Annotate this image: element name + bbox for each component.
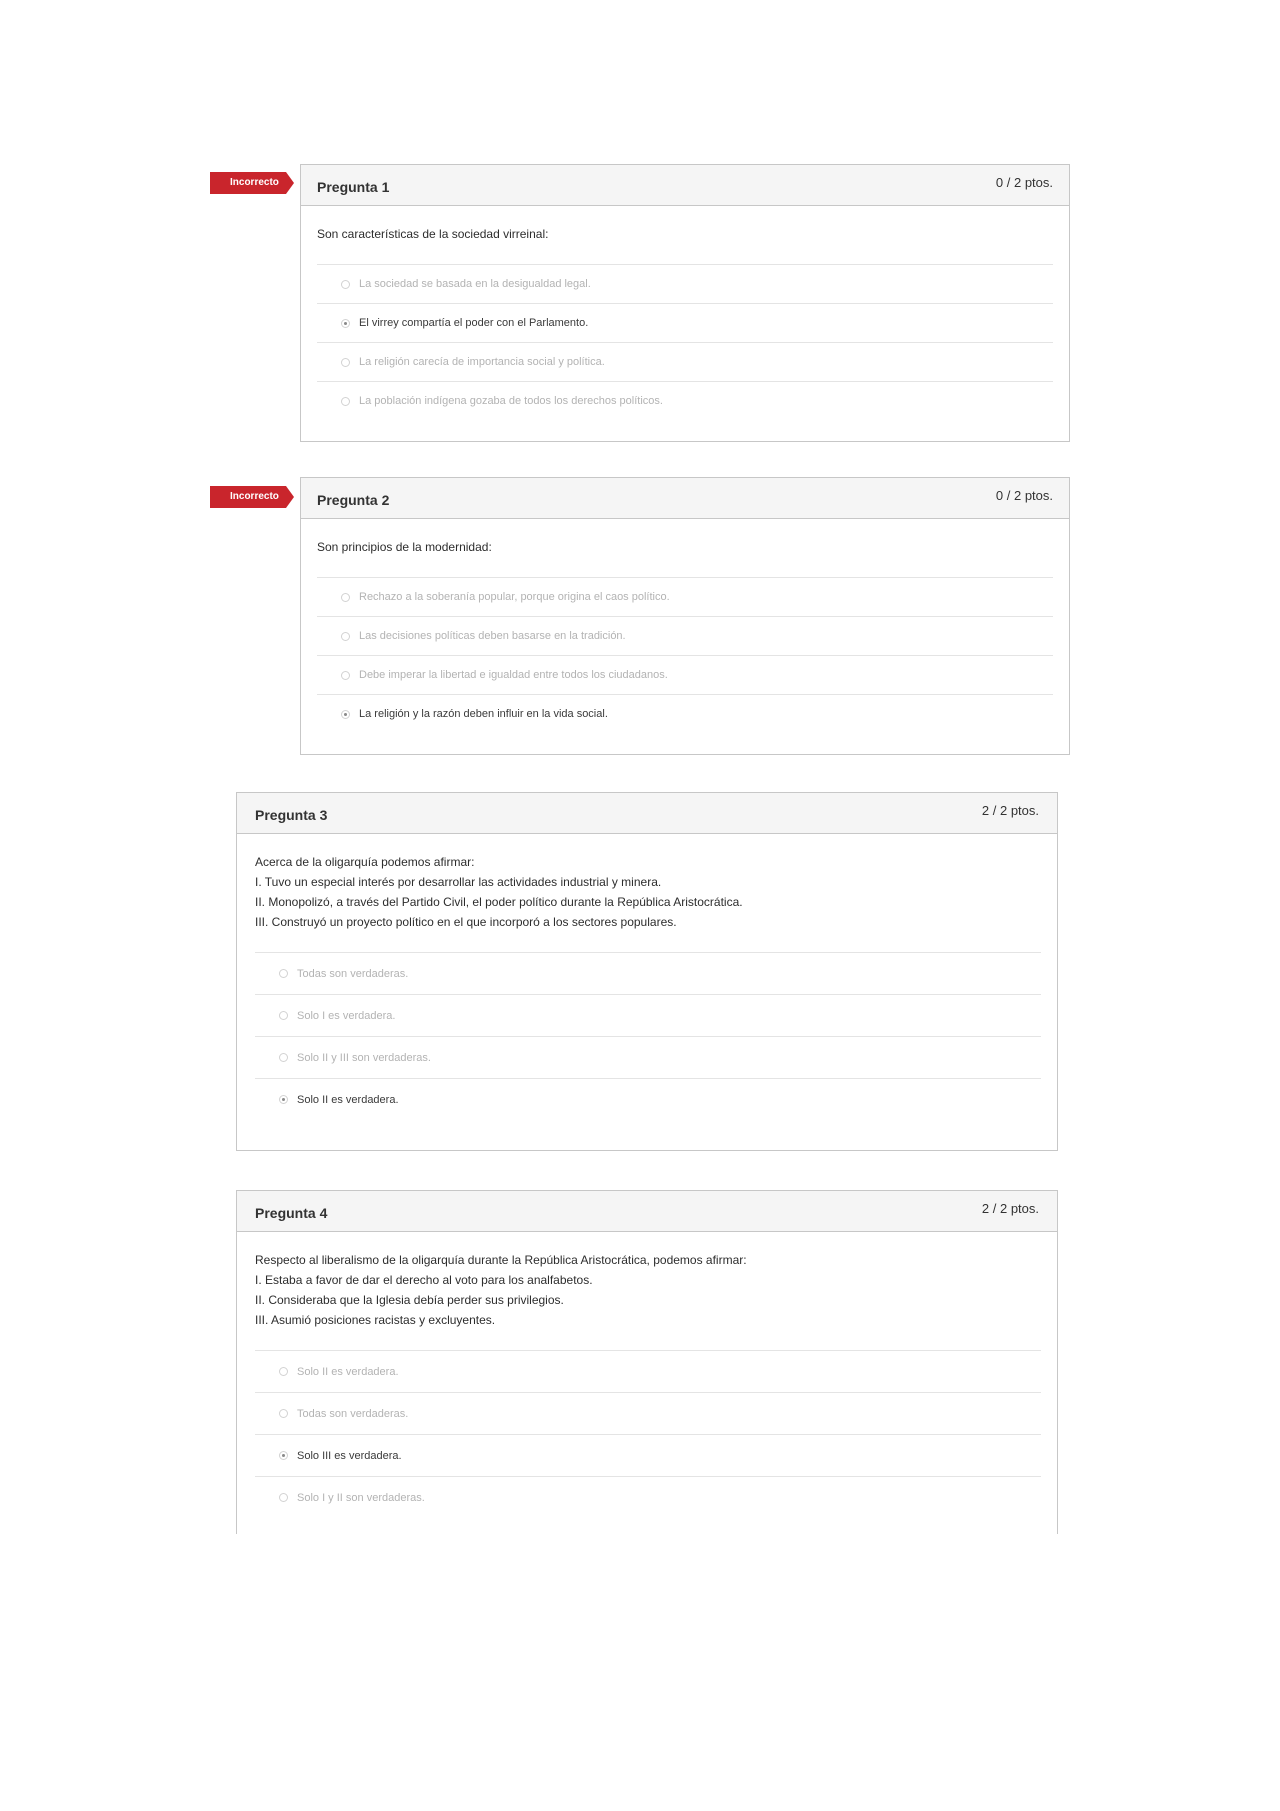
answer-option[interactable] (317, 578, 1053, 617)
answer-option-selected[interactable] (317, 304, 1053, 343)
answer-list (255, 1350, 1041, 1518)
answer-label: Debe imperar la libertad e igualdad entre todos los ciudadanos. (359, 669, 668, 681)
question-card (236, 1190, 1058, 1534)
answer-option[interactable] (317, 617, 1053, 656)
answer-option[interactable] (317, 656, 1053, 695)
answer-label: Solo II y III son verdaderas. (297, 1051, 431, 1064)
question-text-line: Son características de la sociedad virreinal: (317, 227, 549, 241)
answer-label: Solo II es verdadera. (297, 1365, 399, 1378)
question-text-line: Son principios de la modernidad: (317, 540, 492, 554)
answer-option[interactable] (255, 995, 1041, 1037)
question-header (237, 1191, 1057, 1232)
question-text-line: III. Asumió posiciones racistas y excluyentes. (255, 1313, 496, 1327)
answer-label: Solo I y II son verdaderas. (297, 1491, 425, 1504)
question-text-line: II. Consideraba que la Iglesia debía perder sus privilegios. (255, 1293, 564, 1307)
question-card (236, 792, 1058, 1151)
question-text-line: III. Construyó un proyecto político en el que incorporó a los sectores populares. (255, 915, 677, 929)
radio-checked-icon[interactable] (341, 319, 350, 328)
answer-label: Las decisiones políticas deben basarse en la tradición. (359, 630, 626, 642)
answer-option-selected[interactable] (255, 1079, 1041, 1120)
question-title: Pregunta 2 (317, 492, 390, 508)
radio-checked-icon[interactable] (279, 1451, 288, 1460)
answer-option[interactable] (317, 265, 1053, 304)
question-text (255, 852, 1041, 932)
radio-icon[interactable] (279, 1409, 288, 1418)
radio-icon[interactable] (279, 1011, 288, 1020)
question-title: Pregunta 4 (255, 1205, 328, 1221)
question-header (301, 478, 1069, 519)
answer-option[interactable] (255, 1037, 1041, 1079)
question-text-line: Respecto al liberalismo de la oligarquía durante la República Aristocrática, podemos afirmar: (255, 1253, 747, 1267)
answer-list (317, 264, 1053, 420)
radio-icon[interactable] (341, 358, 350, 367)
incorrect-badge: Incorrecto (210, 486, 286, 508)
question-header (301, 165, 1069, 206)
answer-list (317, 577, 1053, 733)
radio-icon[interactable] (341, 593, 350, 602)
question-points: 0 / 2 ptos. (995, 175, 1053, 190)
question-title: Pregunta 1 (317, 179, 390, 195)
answer-option-selected[interactable] (317, 695, 1053, 733)
question-points: 2 / 2 ptos. (981, 1201, 1039, 1216)
question-points: 2 / 2 ptos. (981, 803, 1039, 818)
answer-option-selected[interactable] (255, 1435, 1041, 1477)
answer-option[interactable] (317, 382, 1053, 420)
question-card (300, 477, 1070, 755)
radio-icon[interactable] (341, 397, 350, 406)
question-text-line: I. Estaba a favor de dar el derecho al voto para los analfabetos. (255, 1273, 593, 1287)
question-text (255, 1250, 1041, 1330)
answer-label: Solo II es verdadera. (297, 1093, 399, 1106)
question-text-line: Acerca de la oligarquía podemos afirmar: (255, 855, 475, 869)
answer-option[interactable] (255, 1393, 1041, 1435)
radio-icon[interactable] (279, 1053, 288, 1062)
answer-option[interactable] (255, 953, 1041, 995)
question-points: 0 / 2 ptos. (995, 488, 1053, 503)
radio-icon[interactable] (279, 1493, 288, 1502)
answer-option[interactable] (255, 1477, 1041, 1518)
answer-label: La religión y la razón deben influir en la vida social. (359, 708, 608, 720)
answer-label: Todas son verdaderas. (297, 967, 409, 980)
question-text-line: I. Tuvo un especial interés por desarrollar las actividades industrial y minera. (255, 875, 662, 889)
radio-icon[interactable] (341, 671, 350, 680)
answer-label: Todas son verdaderas. (297, 1407, 409, 1420)
radio-checked-icon[interactable] (341, 710, 350, 719)
question-card (300, 164, 1070, 442)
answer-list (255, 952, 1041, 1120)
radio-icon[interactable] (341, 632, 350, 641)
answer-option[interactable] (255, 1351, 1041, 1393)
question-text-line: II. Monopolizó, a través del Partido Civil, el poder político durante la República Aristocrática. (255, 895, 743, 909)
answer-label: Solo III es verdadera. (297, 1449, 402, 1462)
answer-label: La religión carecía de importancia social y política. (359, 356, 605, 368)
answer-label: La sociedad se basada en la desigualdad legal. (359, 278, 591, 290)
question-header (237, 793, 1057, 834)
question-text (317, 224, 1053, 244)
incorrect-badge: Incorrecto (210, 172, 286, 194)
radio-checked-icon[interactable] (279, 1095, 288, 1104)
answer-label: Solo I es verdadera. (297, 1009, 396, 1022)
answer-label: El virrey compartía el poder con el Parlamento. (359, 317, 589, 329)
answer-option[interactable] (317, 343, 1053, 382)
answer-label: La población indígena gozaba de todos los derechos políticos. (359, 395, 663, 407)
radio-icon[interactable] (279, 1367, 288, 1376)
question-title: Pregunta 3 (255, 807, 328, 823)
radio-icon[interactable] (279, 969, 288, 978)
question-text (317, 537, 1053, 557)
answer-label: Rechazo a la soberanía popular, porque origina el caos político. (359, 591, 670, 603)
radio-icon[interactable] (341, 280, 350, 289)
